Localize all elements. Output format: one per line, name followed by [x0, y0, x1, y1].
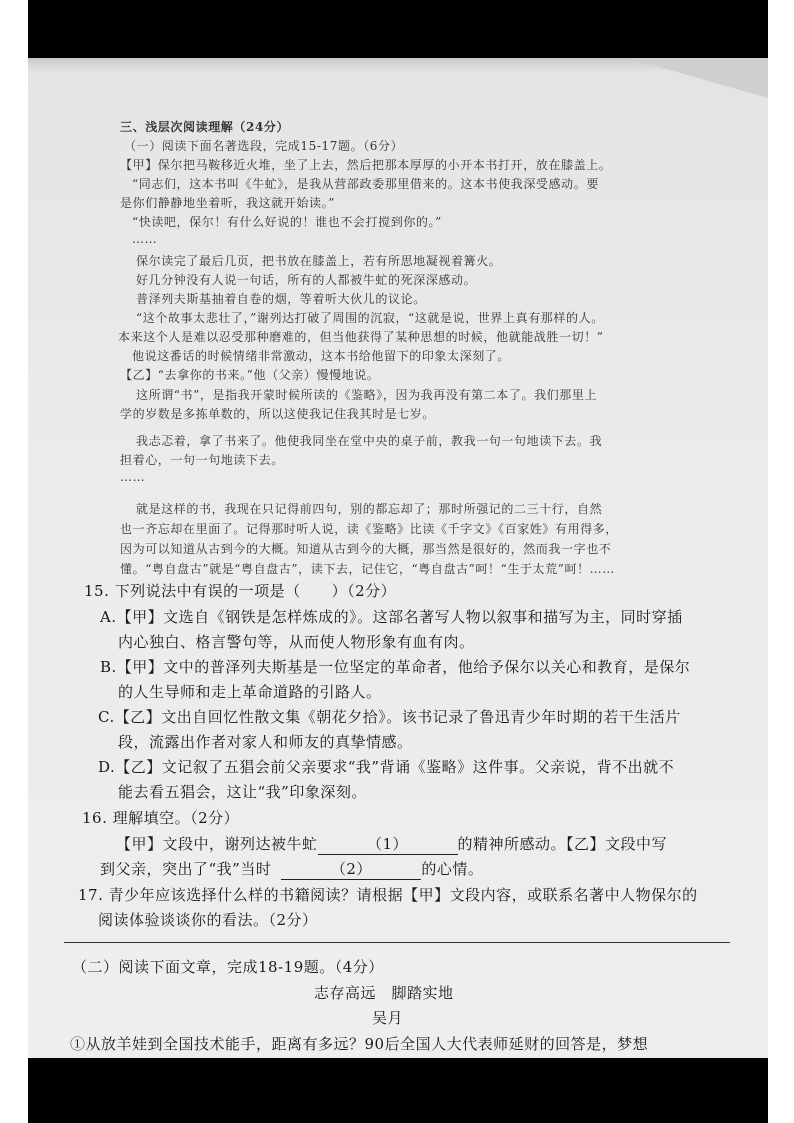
- passage-yi-line: 【乙】“去拿你的书来。”他（父亲）慢慢地说。: [120, 368, 380, 382]
- q15-option-c: C.【乙】文出自回忆性散文集《朝花夕拾》。该书记录了鲁迅青少年时期的若干生活片: [98, 708, 681, 726]
- q15-option-d-cont: 能去看五猖会，这让“我”印象深刻。: [118, 783, 367, 801]
- q16-line1: [116, 833, 667, 855]
- q16-stem: 16. 理解填空。（2分）: [82, 809, 240, 827]
- passage-yi-line: 因为可以知道从古到今的大概。知道从古到今的大概，那当然是很好的，然而我一字也不: [120, 542, 612, 556]
- passage-jia-line: 本来这个人是难以忍受那种磨难的，但当他获得了某种思想的时候，他就能战胜一切！”: [118, 330, 604, 344]
- q15-option-b-cont: 的人生导师和走上革命道路的引路人。: [118, 683, 382, 701]
- q15-option-a-cont: 内心独白、格言警句等，从而使人物形象有血有肉。: [118, 633, 475, 651]
- q15-stem: 15. 下列说法中有误的一项是（ ）（2分）: [84, 582, 397, 600]
- q16-line2: [100, 858, 483, 880]
- passage-jia-line: ……: [132, 232, 158, 246]
- passage-jia-line: 普泽列夫斯基抽着自卷的烟，等着听大伙儿的议论。: [136, 292, 426, 306]
- passage-jia-line: 好几分钟没有人说一句话，所有的人都被牛虻的死深深感动。: [136, 273, 477, 287]
- q16-line1-text: 【甲】文段中，谢列达被牛虻: [116, 835, 318, 853]
- q15-option-a: A.【甲】文选自《钢铁是怎样炼成的》。这部名著写人物以叙事和描写为主，同时穿插: [100, 608, 683, 626]
- exam-paper: [28, 58, 768, 1058]
- q16-line2-text: 到父亲，突出了“我”当时: [100, 860, 272, 878]
- section-title: 三、浅层次阅读理解（24分）: [120, 120, 290, 134]
- q16-blank-1[interactable]: （1）: [318, 833, 458, 855]
- q15-option-c-cont: 段，流露出作者对家人和师友的真挚情感。: [118, 733, 413, 751]
- q16-line1-text-end: 的精神所感动。【乙】文段中写: [457, 835, 668, 853]
- passage-yi-line: 担着心，一句一句地读下去。: [120, 453, 284, 467]
- article-first-line: ①从放羊娃到全国技术能手，距离有多远？90后全国人大代表师延财的回答是，梦想: [70, 1035, 649, 1053]
- q17-stem: 17. 青少年应该选择什么样的书籍阅读？请根据【甲】文段内容，或联系名著中人物保尔的: [78, 886, 698, 904]
- q16-blank-2[interactable]: （2）: [281, 858, 421, 880]
- answer-line[interactable]: [64, 942, 730, 943]
- q15-option-b: B.【甲】文中的普泽列夫斯基是一位坚定的革命者，他给予保尔以关心和教育，是保尔: [100, 658, 691, 676]
- passage-jia-line: “这个故事太悲壮了，”谢列达打破了周围的沉寂，“这就是说，世界上真有那样的人。: [136, 311, 604, 325]
- passage-yi-line: ……: [120, 470, 146, 484]
- passage-jia-line: 保尔读完了最后几页，把书放在膝盖上，若有所思地凝视着篝火。: [136, 254, 502, 268]
- passage-yi-line: 就是这样的书，我现在只记得前四句，别的都忘却了；那时所强记的二三十行，自然: [136, 502, 603, 516]
- passage-yi-line: 我忐忑着，拿了书来了。他使我同坐在堂中央的桌子前，教我一句一句地读下去。我: [136, 434, 603, 448]
- passage-yi-line: 学的岁数是多拣单数的，所以这使我记住我其时是七岁。: [120, 407, 436, 421]
- article-title: 志存高远 脚踏实地: [314, 984, 454, 1002]
- passage-yi-line: 也一齐忘却在里面了。记得那时听人说，读《鉴略》比读《千字文》《百家姓》有用得多，: [120, 522, 619, 536]
- passage-jia-line: “快读吧，保尔！有什么好说的！谁也不会打搅到你的。”: [132, 215, 442, 229]
- article-author: 吴月: [372, 1009, 404, 1027]
- q16-line2-text-end: 的心情。: [421, 860, 484, 878]
- q15-option-d: D.【乙】文记叙了五猖会前父亲要求“我”背诵《鉴略》这件事。父亲说，背不出就不: [98, 758, 675, 776]
- part1-instruction: （一）阅读下面名著选段，完成15-17题。（6分）: [124, 139, 404, 153]
- q17-stem-cont: 阅读体验谈谈你的看法。（2分）: [98, 911, 318, 929]
- part2-instruction: （二）阅读下面文章，完成18-19题。（4分）: [72, 958, 384, 976]
- passage-jia-line: 【甲】保尔把马鞍移近火堆，坐了上去，然后把那本厚厚的小开本书打开，放在膝盖上。: [120, 158, 612, 172]
- passage-jia-line: 他说这番话的时候情绪非常激动，这本书给他留下的印象太深刻了。: [132, 349, 511, 363]
- photo-frame-bottom: [28, 1058, 768, 1113]
- passage-yi-line: 懂。“粤自盘古”就是“粤自盘古”，读下去，记住它，“粤自盘古”呵！“生于太荒”呵！……: [120, 562, 615, 576]
- page-corner-shade: [628, 58, 768, 98]
- passage-jia-line: 是你们静静地坐着听，我这就开始读。”: [120, 196, 335, 210]
- passage-yi-line: 这所谓“书”，是指我开蒙时候所读的《鉴略》，因为我再没有第二本了。我们那里上: [136, 388, 598, 402]
- passage-jia-line: “同志们，这本书叫《牛虻》，是我从营部政委那里借来的。这本书使我深受感动。要: [132, 177, 599, 191]
